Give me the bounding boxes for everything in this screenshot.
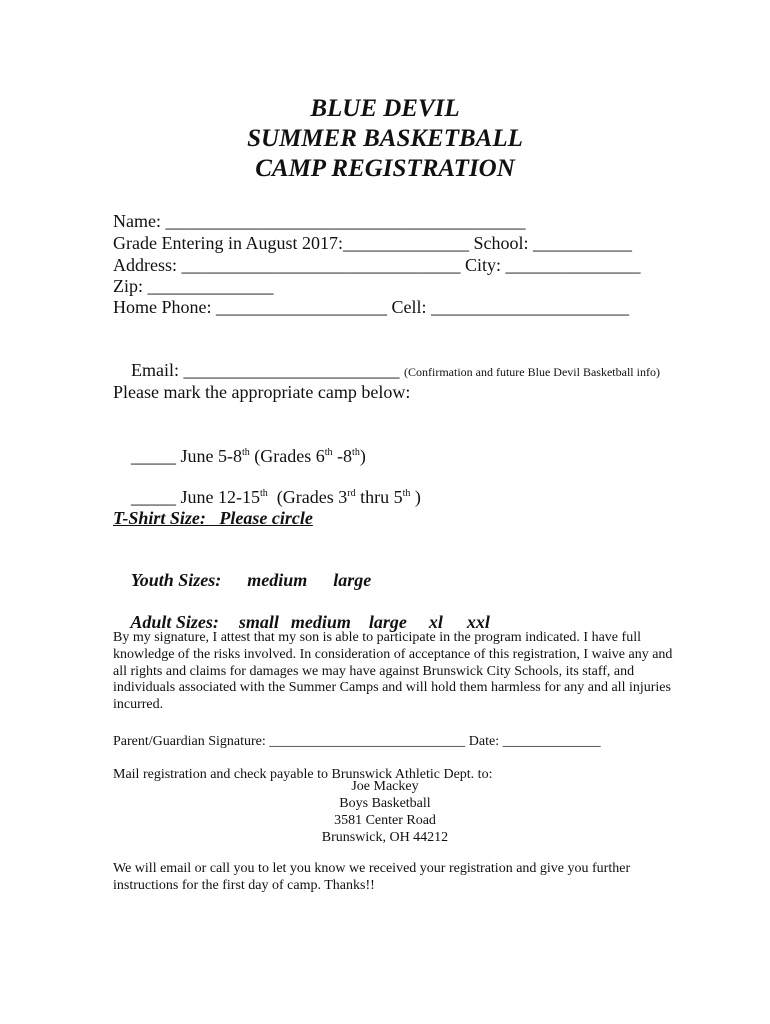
camp-2-grades-a: (Grades 3: [267, 487, 348, 507]
title-line-2: SUMMER BASKETBALL: [247, 125, 523, 152]
title-line-1: BLUE DEVIL: [310, 95, 460, 122]
camp-prompt: Please mark the appropriate camp below:: [113, 382, 411, 402]
signature-date-field[interactable]: Parent/Guardian Signature: ____________________________ Date: ______________: [113, 734, 601, 749]
phone-field[interactable]: Home Phone: ___________________ Cell: ______________________: [113, 297, 629, 317]
name-field[interactable]: Name: ________________________________________: [113, 211, 526, 231]
tshirt-heading: T-Shirt Size: Please circle: [113, 508, 313, 528]
camp-2-dates-suffix: th: [260, 488, 268, 499]
address-city-field[interactable]: Address: _______________________________ City: _______________: [113, 255, 641, 275]
camp-2-grades-b: thru 5: [355, 487, 403, 507]
camp-1-grades-b: -8: [332, 446, 353, 466]
camp-1-dates-suffix: th: [242, 447, 250, 458]
email-field[interactable]: Email: ________________________: [131, 360, 400, 380]
waiver-text: By my signature, I attest that my son is able to participate in the program indicated. I have full knowledge of the risks involved. In consideration of acceptance of this registration, I waive any and all rights and claims for damages we may have against Brunswick City Schools, its staff, and individuals associated with the Summer Camps and will hold them harmless for any and all injuries incurred.: [113, 630, 673, 713]
camp-1-grades-a: (Grades 6: [249, 446, 325, 466]
youth-size-medium[interactable]: medium: [247, 570, 308, 590]
mail-address-line: Joe Mackey: [351, 779, 419, 794]
mail-address-line: Brunswick, OH 44212: [321, 830, 449, 845]
adult-size-xxl[interactable]: xxl: [466, 612, 490, 632]
mail-instruction: Mail registration and check payable to Brunswick Athletic Dept. to:: [113, 767, 493, 782]
grade-school-field[interactable]: Grade Entering in August 2017:______________ School: ___________: [113, 233, 632, 253]
mail-address-line: Boys Basketball: [339, 796, 431, 811]
camp-2-dates: June 12-15: [180, 487, 260, 507]
title-line-3: CAMP REGISTRATION: [255, 155, 515, 182]
youth-sizes-label: Youth Sizes:: [130, 570, 222, 590]
camp-2-blank[interactable]: _____: [131, 487, 176, 507]
camp-1-blank[interactable]: _____: [131, 446, 176, 466]
camp-2-grade-suffix-1: rd: [347, 488, 356, 499]
adult-size-large[interactable]: large: [368, 612, 407, 632]
adult-size-small[interactable]: small: [238, 612, 279, 632]
camp-2-grade-suffix-2: th: [402, 488, 411, 499]
adult-size-xl[interactable]: xl: [428, 612, 443, 632]
camp-1-dates: June 5-8: [180, 446, 242, 466]
camp-2-grades-c: ): [410, 487, 421, 507]
camp-1-grade-suffix-2: th: [352, 447, 360, 458]
camp-1-grades-c: ): [359, 446, 366, 466]
zip-field[interactable]: Zip: ______________: [113, 276, 274, 296]
email-note: (Confirmation and future Blue Devil Basketball info): [404, 365, 660, 379]
adult-sizes-label: Adult Sizes:: [130, 612, 219, 632]
closing-text: We will email or call you to let you know we received your registration and give you further instructions for the first day of camp. Thanks!!: [113, 861, 631, 893]
mail-address-line: 3581 Center Road: [334, 813, 436, 828]
youth-size-large[interactable]: large: [333, 570, 372, 590]
camp-1-grade-suffix-1: th: [324, 447, 333, 458]
adult-size-medium[interactable]: medium: [290, 612, 351, 632]
